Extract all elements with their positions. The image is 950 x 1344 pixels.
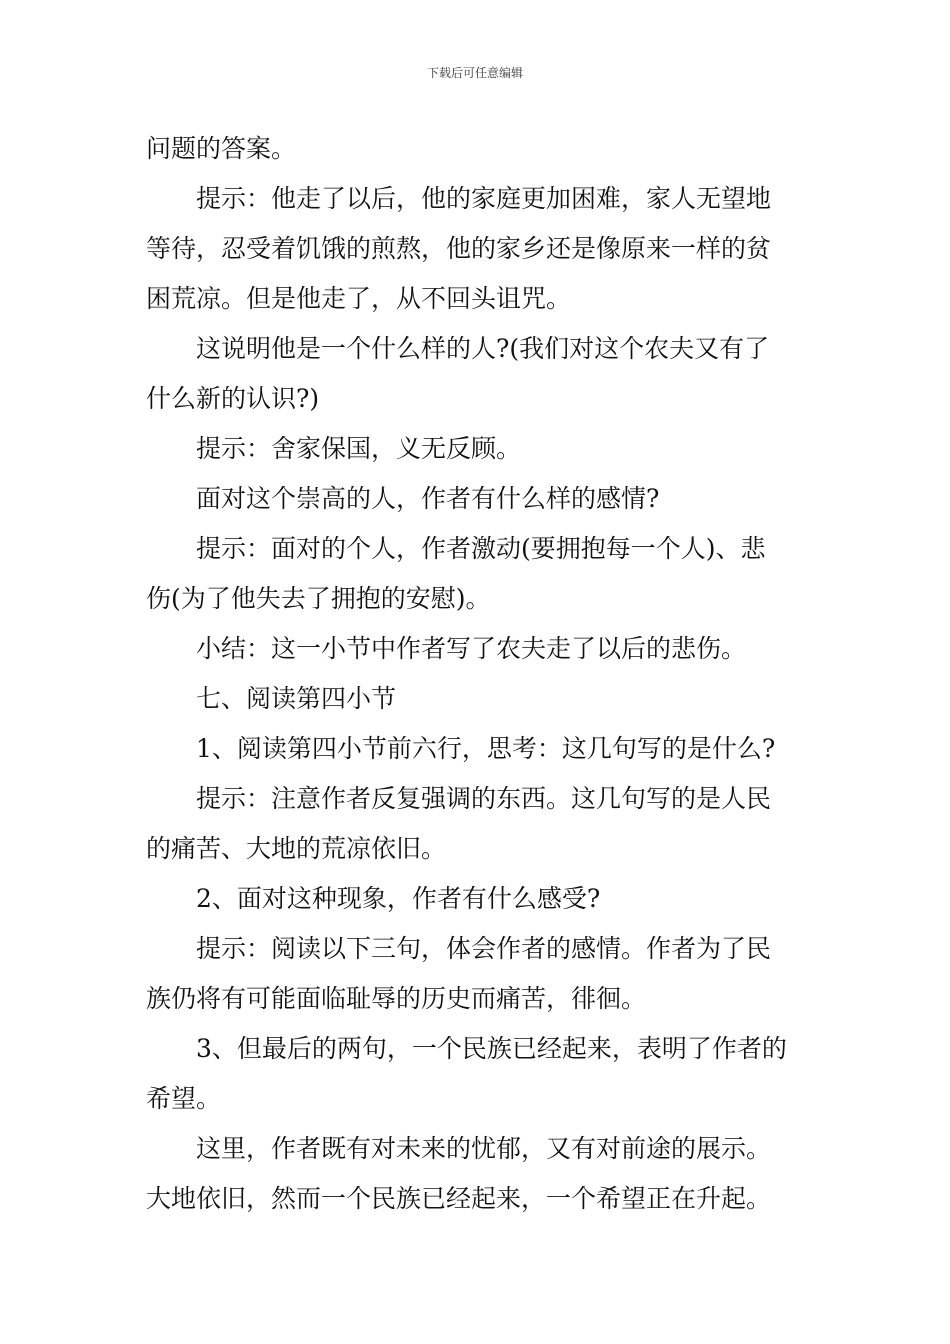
text-line: 面对这个崇高的人，作者有什么样的感情?	[196, 484, 660, 513]
text-line: 这里，作者既有对未来的忧郁，又有对前途的展示。	[196, 1134, 772, 1163]
text-line: 3、但最后的两句，一个民族已经起来，表明了作者的	[196, 1034, 787, 1063]
text-line: 1、阅读第四小节前六行，思考：这几句写的是什么?	[196, 734, 776, 763]
text-line: 等待，忍受着饥饿的煎熬，他的家乡还是像原来一样的贫	[146, 234, 772, 263]
page-header: 下载后可任意编辑	[426, 66, 523, 80]
text-line: 问题的答案。	[146, 134, 297, 163]
text-line: 提示：注意作者反复强调的东西。这几句写的是人民	[196, 784, 772, 813]
text-line: 提示：阅读以下三句，体会作者的感情。作者为了民	[196, 934, 772, 963]
text-line: 提示：他走了以后，他的家庭更加困难，家人无望地	[196, 184, 772, 213]
text-line: 七、阅读第四小节	[196, 684, 397, 713]
text-line: 的痛苦、大地的荒凉依旧。	[146, 834, 447, 863]
text-line: 小结：这一小节中作者写了农夫走了以后的悲伤。	[196, 634, 747, 663]
text-line: 族仍将有可能面临耻辱的历史而痛苦，徘徊。	[146, 984, 647, 1013]
text-line: 这说明他是一个什么样的人?(我们对这个农夫又有了	[196, 334, 770, 363]
document-body	[146, 124, 810, 1224]
text-line: 困荒凉。但是他走了，从不回头诅咒。	[146, 284, 572, 313]
text-line: 伤(为了他失去了拥抱的安慰)。	[146, 584, 491, 613]
text-line: 提示：面对的个人，作者激动(要拥抱每一个人)、悲	[196, 534, 766, 563]
text-line: 希望。	[146, 1084, 222, 1113]
text-line: 提示：舍家保国，义无反顾。	[196, 434, 522, 463]
text-line: 2、面对这种现象，作者有什么感受?	[196, 884, 601, 913]
text-line: 大地依旧，然而一个民族已经起来，一个希望正在升起。	[146, 1184, 772, 1213]
text-line: 什么新的认识?)	[146, 384, 320, 413]
